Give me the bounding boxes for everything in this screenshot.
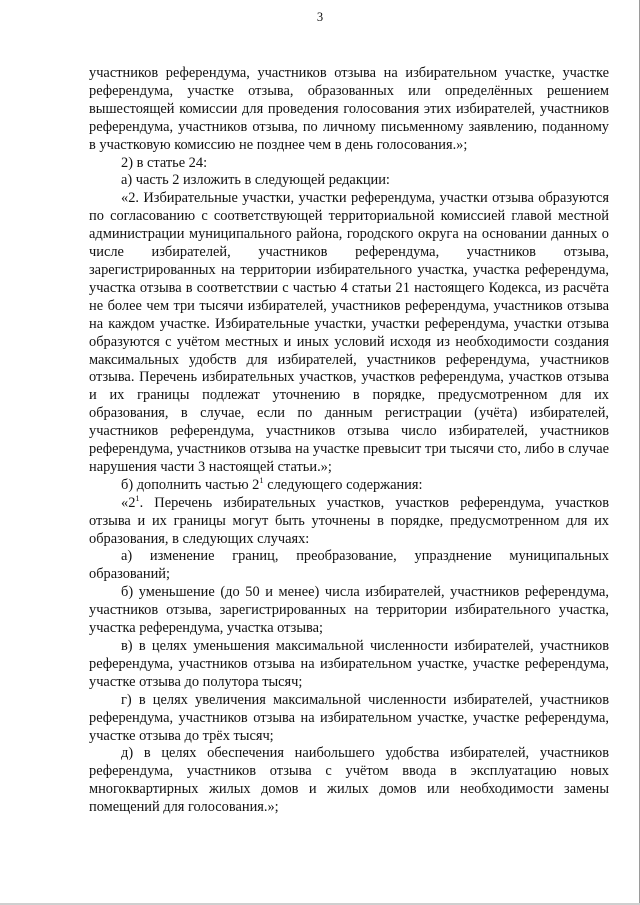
item-2b-before: б) дополнить частью 2	[121, 476, 260, 493]
document-body	[89, 65, 609, 817]
case-b: б) уменьшение (до 50 и менее) числа избирателей, участников референдума, участников отзыва, зарегистрированных на территории избирательного участка, участка референдума, участка отзыва;	[89, 584, 609, 637]
part-2-1-body: . Перечень избирательных участков, участков референдума, участков отзыва и их границы могут быть уточнены в порядке, предусмотренном для их образования, в следующих случаях:	[89, 494, 609, 547]
part-2-text: «2. Избирательные участки, участки референдума, участки отзыва образуются по согласованию с соответствующей территориальной комиссией главой местной администрации муниципального района, городского округа на основании данных о числе избирателей, участников референдума, участников отзыва, зарегистрированных на территории избирательного участка, участка референдума, участка отзыва в соответствии с частью 4 статьи 21 настоящего Кодекса, из расчёта не более чем три тысячи избирателей, участников референдума, участников отзыва на каждом участке. Избирательные участки, участки референдума, участки отзыва образуются с учётом местных и иных условий исходя из необходимости создания максимальных удобств для избирателей, участников референдума, участников отзыва. Перечень избирательных участков, участков референдума, участков отзыва и их границы подлежат уточнению в порядке, предусмотренном для их образования, в случае, если по данным регистрации (учёта) избирателей, участников референдума, участников отзыва число избирателей, участников референдума, участников отзыва на участке превысит три тысячи сто, либо в случае нарушения части 3 настоящей статьи.»;	[89, 190, 609, 475]
case-g: г) в целях увеличения максимальной численности избирателей, участников референдума, участников отзыва на избирательном участке, участке референдума, участке отзыва до трёх тысяч;	[89, 691, 609, 744]
item-2b-after: следующего содержания:	[263, 476, 423, 493]
case-a: а) изменение границ, преобразование, упразднение муниципальных образований;	[89, 548, 609, 583]
part-2-1-open: «2	[121, 494, 136, 511]
part-2-1-superscript: 1	[135, 492, 140, 503]
continuation-paragraph: участников референдума, участников отзыва на избирательном участке, участке референдума, участке отзыва, образованных или определённых решением вышестоящей комиссии для проведения голосования этих избирателей, участников референдума, участников отзыва, по личному письменному заявлению, поданному в участковую комиссию не позднее чем в день голосования.»;	[89, 65, 609, 153]
part-2-1-text	[89, 492, 609, 549]
page-number: 3	[316, 10, 324, 24]
item-2b-superscript: 1	[259, 474, 264, 485]
item-2a: а) часть 2 изложить в следующей редакции:	[121, 172, 390, 189]
item-2b	[89, 474, 609, 495]
case-v: в) в целях уменьшения максимальной численности избирателей, участников референдума, участников отзыва на избирательном участке, участке референдума, участке отзыва до полутора тысяч;	[89, 638, 609, 690]
case-d: д) в целях обеспечения наибольшего удобства избирателей, участников референдума, участников отзыва с учётом ввода в эксплуатацию новых многоквартирных жилых домов и жилых домов или необходимости замены помещений для голосования.»;	[89, 745, 609, 816]
item-2: 2) в статье 24:	[121, 154, 208, 171]
